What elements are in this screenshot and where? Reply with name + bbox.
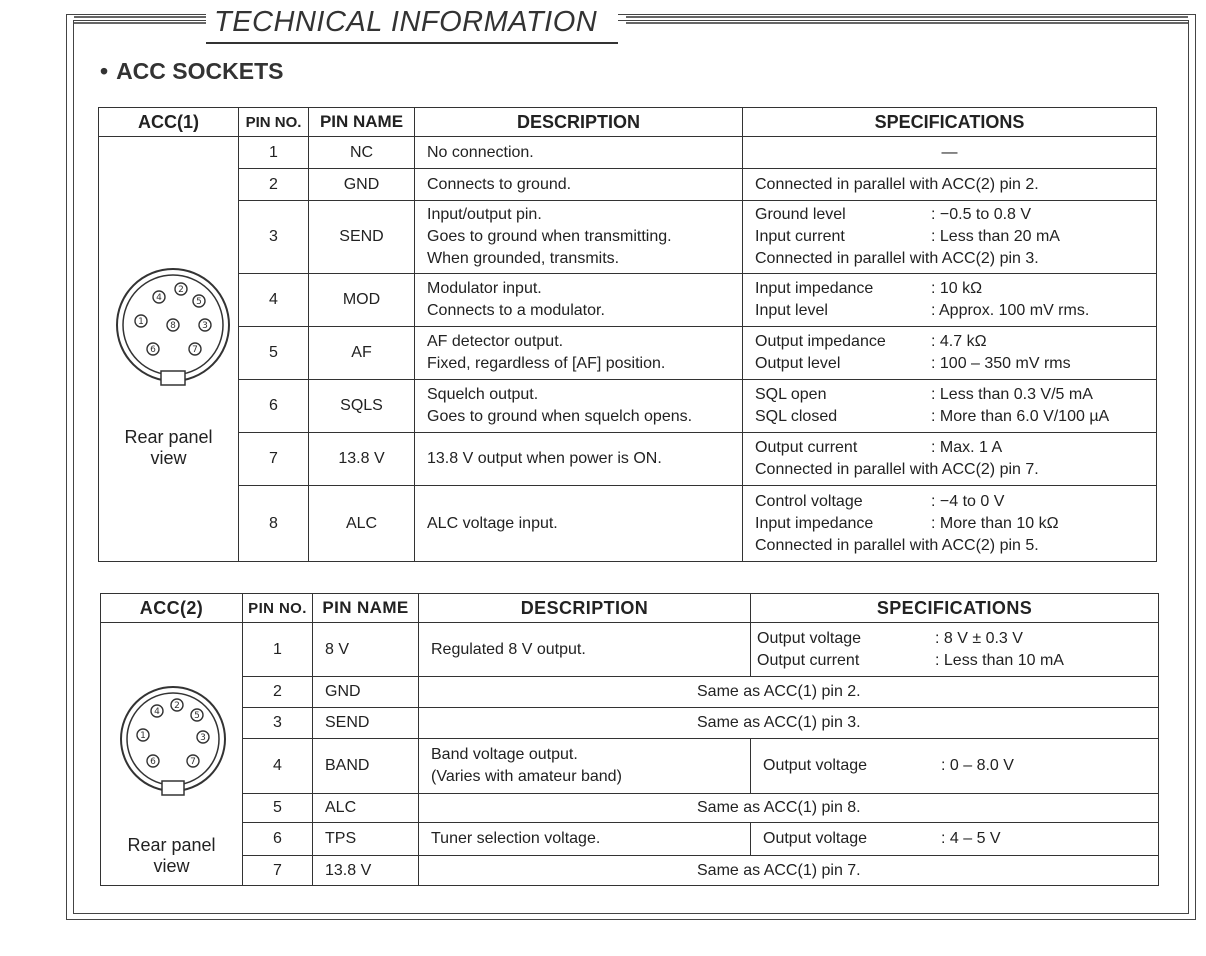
description-line: When grounded, transmits. (427, 250, 620, 267)
pin-number: 5 (239, 327, 309, 380)
pin-name: AF (309, 327, 415, 380)
title-rule-right (626, 16, 1188, 18)
description-line: Goes to ground when squelch opens. (427, 408, 693, 425)
svg-text:7: 7 (192, 345, 198, 355)
pin-number: 8 (239, 486, 309, 562)
pin-specification (743, 327, 1157, 380)
acc2-specifications-header: SPECIFICATIONS (751, 594, 1159, 623)
svg-text:1: 1 (138, 317, 144, 327)
pin-name: GND (309, 169, 415, 201)
same-as-cell (419, 794, 1159, 823)
page-title: TECHNICAL INFORMATION (206, 4, 618, 44)
description-line: Fixed, regardless of [AF] position. (427, 355, 666, 372)
spec-line (755, 226, 1156, 248)
svg-text:8: 8 (170, 321, 176, 331)
spec-value: : Less than 10 mA (935, 651, 1064, 669)
spec-label: Input impedance (755, 280, 874, 297)
spec-line (755, 300, 1156, 322)
pin-name: TPS (313, 823, 419, 856)
description-line: No connection. (427, 143, 534, 161)
spec-value: : 8 V ± 0.3 V (935, 629, 1023, 647)
pin-specification (743, 137, 1157, 169)
spec-value: : 100 – 350 mV rms (931, 355, 1071, 372)
svg-text:5: 5 (196, 297, 202, 307)
spec-line (763, 755, 1158, 777)
pin-name: MOD (309, 274, 415, 327)
pin-specification (743, 274, 1157, 327)
spec-value: : 4.7 kΩ (931, 333, 987, 350)
spec-label: Input impedance (755, 514, 874, 532)
spec-label: Output voltage (763, 757, 868, 774)
pin-number: 3 (243, 708, 313, 739)
same-as-cell (419, 708, 1159, 739)
description-line: 13.8 V output when power is ON. (427, 450, 662, 467)
spec-label: Output impedance (755, 333, 886, 350)
spec-value: : −4 to 0 V (931, 492, 1005, 510)
acc2-table (100, 593, 1159, 886)
pin-name: SEND (313, 708, 419, 739)
svg-text:4: 4 (156, 293, 162, 303)
spec-line: Connected in parallel with ACC(2) pin 7. (755, 461, 1039, 478)
same-as-text: Same as ACC(1) pin 7. (697, 861, 861, 879)
spec-line (755, 406, 1156, 428)
pin-specification (751, 823, 1159, 856)
title-rule-right-2 (626, 22, 1188, 24)
description-line: Input/output pin. (427, 206, 542, 223)
pin-number: 1 (239, 137, 309, 169)
pin-name: 13.8 V (309, 433, 415, 486)
spec-line (755, 353, 1156, 375)
pin-specification (743, 433, 1157, 486)
acc2-socket-header: ACC(2) (101, 594, 243, 623)
pin-name: GND (313, 677, 419, 708)
same-as-text: Same as ACC(1) pin 8. (697, 799, 861, 816)
pin-specification (743, 486, 1157, 562)
spec-label: Output voltage (757, 629, 862, 647)
acc1-specifications-header: SPECIFICATIONS (743, 108, 1157, 137)
spec-value: : −0.5 to 0.8 V (931, 206, 1032, 223)
pin-description: Tuner selection voltage. (419, 823, 751, 856)
pin-name: 13.8 V (313, 856, 419, 886)
description-line: Modulator input. (427, 280, 542, 297)
table-row (99, 274, 1157, 327)
pin-name: NC (309, 137, 415, 169)
spec-line (755, 204, 1156, 226)
svg-text:7: 7 (190, 757, 196, 767)
svg-text:3: 3 (202, 321, 208, 331)
pin-specification (751, 739, 1159, 794)
pin-description (415, 380, 743, 433)
acc2-pin-name-header: PIN NAME (313, 594, 419, 623)
pin-description (415, 137, 743, 169)
spec-value: : 4 – 5 V (941, 830, 1001, 847)
acc1-view-label: view (150, 448, 187, 468)
acc1-pin-no-header: PIN NO. (239, 108, 309, 137)
acc2-header-row (101, 594, 1159, 623)
table-row (99, 380, 1157, 433)
pin-number: 7 (243, 856, 313, 886)
spec-value: : More than 10 kΩ (931, 514, 1059, 532)
svg-text:6: 6 (150, 757, 156, 767)
same-as-cell (419, 677, 1159, 708)
pin-description (415, 486, 743, 562)
spec-value: : Less than 20 mA (931, 228, 1060, 245)
acc1-rear-panel-label: Rear panel (124, 427, 213, 447)
acc1-socket-header: ACC(1) (99, 108, 239, 137)
pin-specification (743, 169, 1157, 201)
spec-line (755, 513, 1156, 535)
spec-label: SQL open (755, 386, 827, 403)
pin-name: BAND (313, 739, 419, 794)
title-rule-left-2 (74, 22, 206, 24)
description-line: Goes to ground when transmitting. (427, 228, 672, 245)
description-line: (Varies with amateur band) (431, 768, 622, 785)
table-row (101, 823, 1159, 856)
description-line: Squelch output. (427, 386, 539, 403)
pin-name: ALC (309, 486, 415, 562)
description-line: Connects to ground. (427, 175, 572, 193)
table-row (99, 486, 1157, 562)
spec-line (755, 331, 1156, 353)
table-row (99, 169, 1157, 201)
pin-number: 2 (239, 169, 309, 201)
description-line: ALC voltage input. (427, 514, 558, 532)
acc2-view-label: view (153, 856, 190, 876)
pin-number: 4 (243, 739, 313, 794)
spec-label: Output voltage (763, 830, 868, 847)
acc1-pin-name-header: PIN NAME (309, 108, 415, 137)
pin-number: 6 (243, 823, 313, 856)
table-row (99, 433, 1157, 486)
svg-text:6: 6 (150, 345, 156, 355)
pin-number: 3 (239, 201, 309, 274)
pin-name: ALC (313, 794, 419, 823)
acc1-rear-view-cell (99, 137, 239, 562)
table-row (101, 856, 1159, 886)
svg-text:1: 1 (140, 731, 146, 741)
table-row (99, 327, 1157, 380)
pin-specification (743, 380, 1157, 433)
table-row (101, 623, 1159, 677)
spec-line (755, 437, 1156, 459)
pin-number: 1 (243, 623, 313, 677)
description-line: Connects to a modulator. (427, 302, 605, 319)
pin-description: Regulated 8 V output. (419, 623, 751, 677)
pin-number: 2 (243, 677, 313, 708)
spec-value: : 10 kΩ (931, 280, 983, 297)
spec-line: Connected in parallel with ACC(2) pin 5. (755, 536, 1039, 554)
bullet-icon: • (100, 58, 109, 84)
acc1-table (98, 107, 1157, 562)
table-row (101, 708, 1159, 739)
table-row (99, 137, 1157, 169)
svg-text:4: 4 (154, 707, 160, 717)
description-line: AF detector output. (427, 333, 564, 350)
acc2-rear-panel-label: Rear panel (127, 835, 216, 855)
spec-line (757, 628, 1158, 650)
pin-name: SEND (309, 201, 415, 274)
spec-label: Output current (757, 651, 860, 669)
spec-value: : More than 6.0 V/100 µA (931, 408, 1110, 425)
pin-number: 4 (239, 274, 309, 327)
spec-line: Connected in parallel with ACC(2) pin 3. (755, 250, 1039, 267)
acc1-description-header: DESCRIPTION (415, 108, 743, 137)
pin-description (415, 433, 743, 486)
pin-description (419, 739, 751, 794)
table-row (101, 677, 1159, 708)
acc2-din-connector-icon (115, 681, 231, 797)
acc2-description-header: DESCRIPTION (419, 594, 751, 623)
spec-line (755, 278, 1156, 300)
acc1-din-connector-icon (111, 263, 235, 387)
svg-text:5: 5 (194, 711, 200, 721)
table-row (101, 739, 1159, 794)
spec-label: Ground level (755, 206, 846, 223)
pin-number: 6 (239, 380, 309, 433)
svg-text:2: 2 (178, 285, 184, 295)
table-row (101, 794, 1159, 823)
section-heading (100, 58, 283, 85)
spec-value: : Less than 0.3 V/5 mA (931, 386, 1093, 403)
pin-number: 7 (239, 433, 309, 486)
spec-value: : 0 – 8.0 V (941, 757, 1014, 774)
table-row (99, 201, 1157, 274)
section-heading-text: ACC SOCKETS (116, 58, 284, 84)
pin-description (415, 169, 743, 201)
spec-label: SQL closed (755, 408, 838, 425)
pin-name: 8 V (313, 623, 419, 677)
acc2-rear-view-cell (101, 623, 243, 886)
spec-value: : Max. 1 A (931, 439, 1003, 456)
svg-text:3: 3 (200, 733, 206, 743)
pin-description (415, 274, 743, 327)
spec-line (755, 491, 1156, 513)
spec-label: Control voltage (755, 492, 863, 510)
spec-label: Input level (755, 302, 828, 319)
same-as-cell (419, 856, 1159, 886)
title-rule-left (74, 16, 206, 18)
acc1-header-row (99, 108, 1157, 137)
pin-specification (743, 201, 1157, 274)
spec-line: Connected in parallel with ACC(2) pin 2. (755, 175, 1039, 193)
spec-value: : Approx. 100 mV rms. (931, 302, 1090, 319)
pin-name: SQLS (309, 380, 415, 433)
spec-label: Output current (755, 439, 858, 456)
pin-number: 5 (243, 794, 313, 823)
spec-label: Output level (755, 355, 841, 372)
spec-label: Input current (755, 228, 845, 245)
pin-specification (751, 623, 1159, 677)
description-line: Band voltage output. (431, 746, 578, 763)
pin-description (415, 327, 743, 380)
svg-text:2: 2 (174, 701, 180, 711)
spec-line (763, 828, 1158, 850)
spec-line (757, 650, 1158, 672)
acc2-pin-no-header: PIN NO. (243, 594, 313, 623)
spec-line (755, 384, 1156, 406)
spec-dash: — (941, 143, 958, 161)
same-as-text: Same as ACC(1) pin 3. (697, 714, 861, 731)
pin-description (415, 201, 743, 274)
same-as-text: Same as ACC(1) pin 2. (697, 683, 861, 700)
